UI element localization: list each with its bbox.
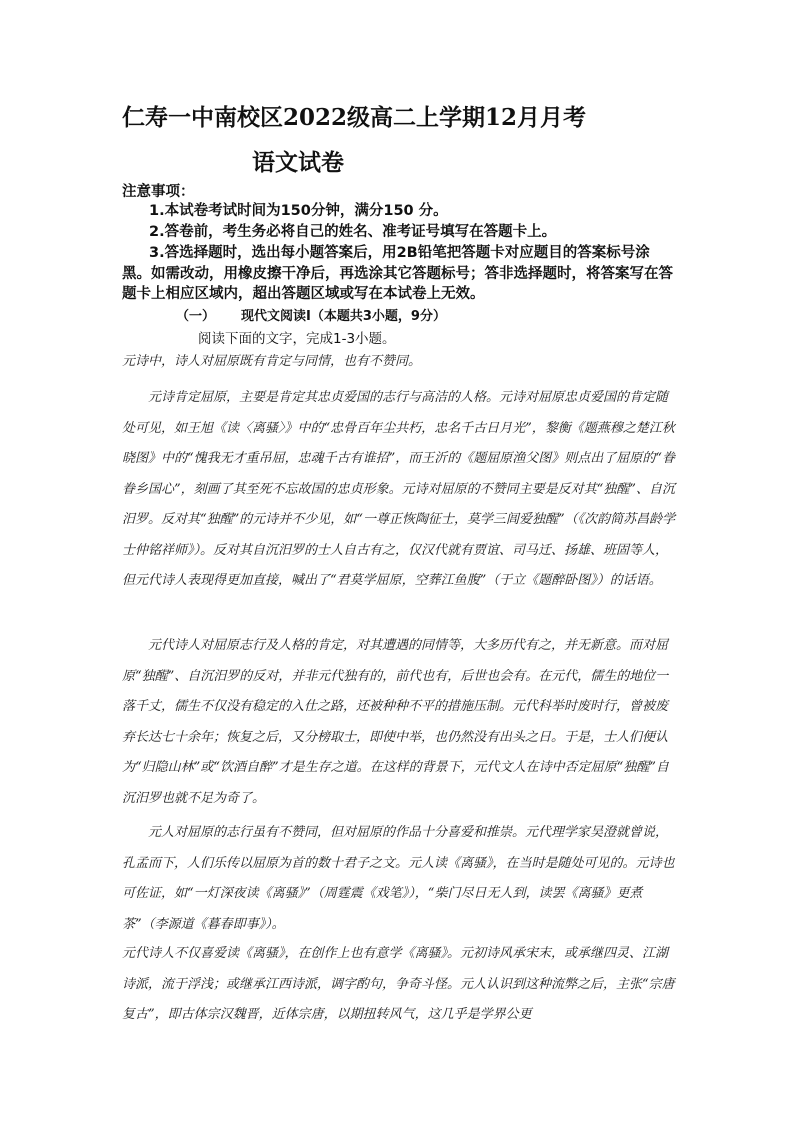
section-title: 现代文阅读Ⅰ（本题共3小题，9分） (241, 309, 446, 324)
exam-subtitle: 语文试卷 (252, 149, 344, 176)
section-number: （一） (176, 309, 216, 324)
section-heading (176, 305, 446, 324)
passage-paragraph: 元诗中，诗人对屈原既有肯定与同情，也有不赞同。 (122, 354, 422, 369)
note-item: 2.答卷前，考生务必将自己的姓名、准考证号填写在答题卡上。 (149, 224, 557, 240)
note-item: 1.本试卷考试时间为150分钟，满分150 分。 (149, 203, 448, 219)
passage-paragraph: 元代诗人不仅喜爱读《离骚》，在创作上也有意学《离骚》。元初诗风承宋末，或承继四灵、江湖诗派，流于浮浅；或继承江西诗派，调字酌句，争奇斗怪。元人认识到这种流弊之后，主张“宗唐复古”，即古体宗汉魏晋，近体宗唐，以期扭转风气，这几乎是学界公更 (122, 946, 675, 1022)
reading-instruction: 阅读下面的文字，完成1-3小题。 (198, 331, 396, 347)
passage-paragraph: 元人对屈原的志行虽有不赞同，但对屈原的作品十分喜爱和推崇。元代理学家吴澄就曾说，孔孟而下，人们乐传以屈原为首的数十君子之文。元人读《离骚》，在当时是随处可见的。元诗也可佐证，如“一灯深夜读《离骚》”（周霆震《戏笔》），“柴门尽日无人到，读罢《离骚》更煮茶”（李源道《暮春即事》）。 (122, 825, 675, 932)
exam-title: 仁寿一中南校区2022级高二上学期12月月考 (122, 104, 587, 131)
passage-paragraph: 元代诗人对屈原志行及人格的肯定，对其遭遇的同情等，大多历代有之，并无新意。而对屈原“独醒”、自沉汨罗的反对，并非元代独有的，前代也有，后世也会有。在元代，儒生的地位一落千丈，儒生不仅没有稳定的入仕之路，还被种种不平的措施压制。元代科举时废时行，曾被废弃长达七十余年；恢复之后，又分榜取士，即使中举，也仍然没有出头之日。于是，士人们便认为“归隐山林”或“饮酒自醉”才是生存之道。在这样的背景下，元代文人在诗中否定屈原“独醒”自沉汨罗也就不足为奇了。 (122, 638, 669, 806)
note-item: 3.答选择题时，选出每小题答案后，用2B铅笔把答题卡对应题目的答案标号涂黑。如需改动，用橡皮擦干净后，再选涂其它答题标号；答非选择题时，将答案写在答题卡上相应区域内，超出答题区域或写在本试卷上无效。 (122, 245, 673, 302)
passage-paragraph: 元诗肯定屈原，主要是肯定其忠贞爱国的志行与高洁的人格。元诗对屈原忠贞爱国的肯定随处可见，如王旭《读〈离骚〉》中的“忠骨百年尘共朽，忠名千古日月光”，黎衡《题燕穆之楚江秋晓图》中的“愧我无才重吊屈，忠魂千古有谁招”，而王沂的《题屈原渔父图》则点出了屈原的“眷眷乡国心”，刻画了其至死不忘故国的忠贞形象。元诗对屈原的不赞同主要是反对其“独醒”、自沉汨罗。反对其“独醒”的元诗并不少见，如“一尊正恢陶征士，莫学三闾爱独醒”（《次韵简苏昌龄学士仲铭祥师》）。反对其自沉汨罗的士人自古有之，仅汉代就有贾谊、司马迁、扬雄、班固等人，但元代诗人表现得更加直接，喊出了“君莫学屈原，空葬江鱼腹”（于立《题醉卧图》）的话语。 (122, 390, 676, 588)
notes-heading: 注意事项： (122, 184, 195, 200)
